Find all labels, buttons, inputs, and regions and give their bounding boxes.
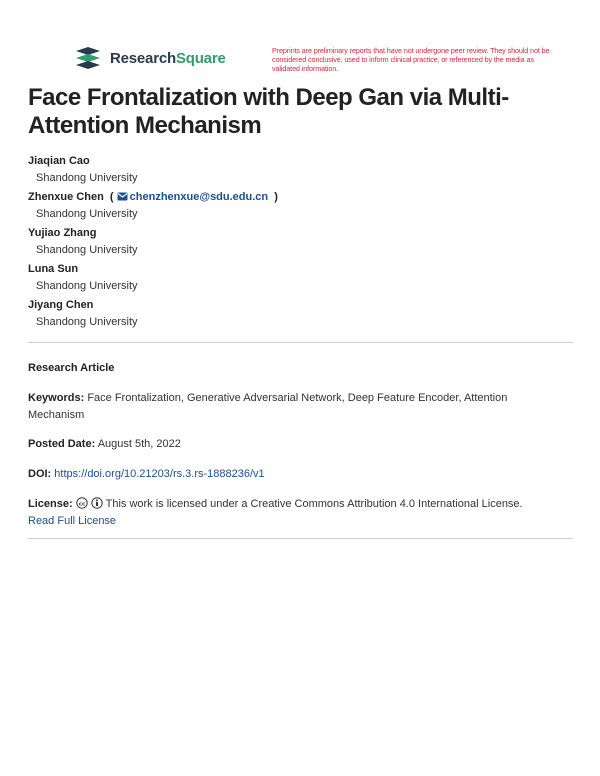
- author-name: Yujiao Zhang: [28, 227, 97, 239]
- keywords: [28, 390, 548, 424]
- divider-top: [28, 342, 573, 343]
- research-square-logo[interactable]: [74, 47, 226, 69]
- read-full-license-link[interactable]: Read Full License: [28, 515, 117, 527]
- preprint-disclaimer: Preprints are preliminary reports that have not undergone peer review. They should not be considered conclusive, used to inform clinical practice, or referenced by the media as validated information.: [272, 46, 550, 73]
- author-name: Zhenxue Chen: [28, 191, 104, 203]
- attribution-icon: [91, 497, 103, 509]
- author-name: Jiyang Chen: [28, 299, 94, 311]
- license: [28, 496, 573, 530]
- doi: [28, 466, 548, 483]
- svg-text:cc: cc: [78, 501, 85, 508]
- paper-title: Face Frontalization with Deep Gan via Multi-Attention Mechanism: [28, 84, 509, 139]
- author-affiliation: Shandong University: [36, 316, 138, 328]
- author-affiliation: Shandong University: [36, 244, 138, 256]
- posted-date-label: Posted Date:: [28, 438, 96, 450]
- divider-bottom: [28, 538, 573, 539]
- header: [0, 0, 600, 80]
- author-affiliation: Shandong University: [36, 280, 138, 292]
- envelope-icon: [117, 192, 128, 201]
- doi-link[interactable]: https://doi.org/10.21203/rs.3.rs-1888236/v1: [54, 468, 265, 480]
- author-affiliation: Shandong University: [36, 208, 138, 220]
- keywords-label: Keywords:: [28, 392, 85, 404]
- brand-name: [110, 50, 226, 67]
- author-name: Luna Sun: [28, 263, 79, 275]
- author-email-link[interactable]: [117, 191, 268, 203]
- keywords-value: Face Frontalization, Generative Adversarial Network, Deep Feature Encoder, Attention Mechanism: [28, 392, 508, 421]
- corresponding-author: [28, 190, 568, 208]
- paren-close: ): [271, 191, 278, 203]
- license-text: This work is licensed under a Creative Commons Attribution 4.0 International License.: [105, 498, 523, 510]
- author-email: chenzhenxue@sdu.edu.cn: [129, 191, 269, 203]
- brand-word-research: Research: [110, 49, 176, 67]
- license-label: License:: [28, 498, 73, 510]
- doi-label: DOI:: [28, 468, 52, 480]
- posted-date: [28, 436, 548, 453]
- brand-word-square: Square: [175, 49, 226, 67]
- author-list: [28, 154, 568, 334]
- author-name: Jiaqian Cao: [28, 155, 90, 167]
- author-affiliation: Shandong University: [36, 172, 138, 184]
- research-square-logo-icon: [74, 47, 104, 69]
- creative-commons-icon: [76, 497, 88, 509]
- posted-date-value: August 5th, 2022: [97, 438, 181, 450]
- paren-open: (: [106, 191, 114, 203]
- article-type: Research Article: [28, 362, 115, 374]
